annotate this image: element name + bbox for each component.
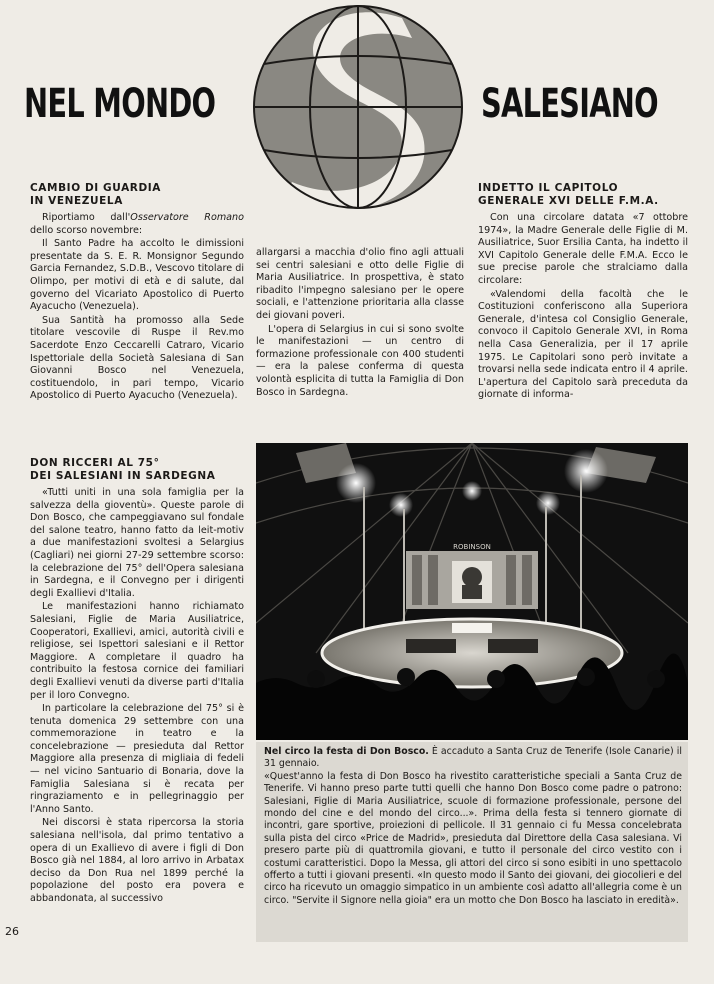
article-cambio-di-guardia — [30, 182, 244, 403]
article-paragraph: In particolare la celebrazione del 75° si è tenuta domenica 29 settembre con una commemorazione in teatro e la concelebrazione — presieduta dal Rettor Maggiore alla presenza di migliaia di fedeli — nel vicino Santuario di Bonaria, dove la Famiglia Salesiana si è recata per ringraziamento e in pellegrinaggio per l'Anno Santo. — [30, 703, 244, 815]
article-heading: DON RICCERI AL 75° DEI SALESIANI IN SARDEGNA — [30, 457, 216, 482]
article-paragraph: Il Santo Padre ha accolto le dimissioni presentate da S. E. R. Monsignor Segundo Garcia Fernandez, S.D.B., Vescovo titolare di Olimpo, per motivi di età e di salute, dal governo del Vicariato Apostolico di Puerto Ayacucho (Venezuela). — [30, 238, 244, 313]
article-paragraph: Con una circolare datata «7 ottobre 1974», la Madre Generale delle Figlie di M. Ausiliatrice, Suor Ersilia Canta, ha indetto il XVI Capitolo Generale delle F.M.A. Ecco le sue precise parole che stralciamo dalla circolare: — [478, 212, 688, 286]
article-paragraph: Le manifestazioni hanno richiamato Salesiani, Figlie de Maria Ausiliatrice, Cooperatori, Exallievi, amici, autorità civili e religiose, sei Ispettori salesiani e il Rettor Maggiore. A completare il quadro ha contribuito la festosa cornice dei familiari degli Exallievi venuti da diverse parti d'Italia per il loro Convegno. — [30, 601, 244, 701]
article-paragraph: allargarsi a macchia d'olio fino agli attuali sei centri salesiani e otto delle Figlie di Maria Ausiliatrice. In prospettiva, è stato ribadito l'impegno salesiano per le opere sociali, e l'attenzione prioritaria alla classe dei giovani poveri. — [256, 247, 464, 321]
article-continuation — [256, 247, 464, 399]
page-number: 26 — [5, 925, 19, 938]
article-heading: INDETTO IL CAPITOLO GENERALE XVI DELLE F.M.A. — [478, 182, 659, 207]
article-heading: CAMBIO DI GUARDIA IN VENEZUELA — [30, 182, 162, 207]
masthead-right-title: SALESIANO — [481, 81, 658, 127]
article-paragraph: «Tutti uniti in una sola famiglia per la salvezza della gioventù». Queste parole di Don Bosco, che campeggiavano sul fondale del salone teatro, hanno fatto da leit-motiv a due manifestazioni svoltesi a Selargius (Cagliari) nei giorni 27-29 settembre scorso: la celebrazione del 75° dell'Opera salesiana in Sardegna, e il Convegno per i dirigenti degli Exallievi d'Italia. — [30, 487, 244, 599]
article-paragraph: L'opera di Selargius in cui si sono svolte le manifestazioni — un centro di formazione professionale con 400 studenti — era la palese conferma di questa volontà esplicita di tutta la Famiglia di Don Bosco in Sardegna. — [256, 323, 464, 398]
caption-body: «Quest'anno la festa di Don Bosco ha rivestito caratteristiche speciali a Santa Cruz de Tenerife. Vi hanno preso parte tutti quelli che hanno Don Bosco come padre o patrono: Salesiani, Figlie di Maria Ausiliatrice, scuole di formazione professionale, persone del mondo del cine e del mondo del circo...». Prima della festa si tennero giornate di incontri, gare sportive, proiezioni di pellicole. Il 31 gennaio ci fu Messa concelebrata sulla pista del circo «Price de Madrid», presieduta dal Direttore della Casa salesiana. Vi presero parte più di quattromila giovani, e tutto il personale del circo vestito con i costumi caratteristici. Dopo la Messa, gli attori del circo si sono esibiti in uno spettacolo offerto a tutti i giovani presenti. «In questo modo il Santo dei giovani, dei giocolieri e del circo ha ricevuto un omaggio simpatico in un ambiente così adatto all'allegria come è un circo. "Servite il Signore nella gioia" era un motto che Don Bosco ha lasciato in eredità». — [264, 770, 682, 906]
photo-banner-text: ROBINSON — [453, 543, 491, 551]
caption-lead: Nel circo la festa di Don Bosco. È accaduto a Santa Cruz de Tenerife (Isole Canarie) il 31 gennaio. — [264, 746, 682, 770]
article-capitolo-fma — [478, 182, 688, 402]
circus-tent-interior-photo — [256, 443, 688, 740]
salesian-globe-s-logo — [252, 4, 464, 210]
photo-caption — [256, 742, 688, 942]
article-don-ricceri — [30, 457, 244, 906]
article-paragraph: Nei discorsi è stata ripercorsa la storia salesiana nell'isola, dal primo tentativo a opera di un Exallievo di avere i figli di Don Bosco già nel 1884, al loro arrivo in Arbatax deciso da Don Rua nel 1899 perché la popolazione del posto era povera e abbandonata, al successivo — [30, 817, 244, 904]
article-paragraph: Sua Santità ha promosso alla Sede titolare vescovile di Ruspe il Rev.mo Sacerdote Enzo Ceccarelli Catraro, Vicario Ispettoriale della Società Salesiana di San Giovanni Bosco nel Venezuela, costituendolo, in pari tempo, Vicario Apostolico di Puerto Ayacucho (Venezuela). — [30, 314, 244, 402]
masthead-left-title: NEL MONDO — [24, 81, 216, 127]
article-paragraph: Riportiamo dall'Osservatore Romano dello scorso novembre: — [30, 212, 244, 236]
article-paragraph: «Valendomi della facoltà che le Costituzioni conferiscono alla Superiora Generale, d'intesa col Consiglio Generale, convoco il Capitolo Generale XVI, in Roma nella Casa Generalizia, per il 17 aprile 1975. Le Capitolari sono però invitate a trovarsi nella sede indicata entro il 4 aprile. L'apertura del Capitolo sarà preceduta da giornate di informa- — [478, 288, 688, 401]
